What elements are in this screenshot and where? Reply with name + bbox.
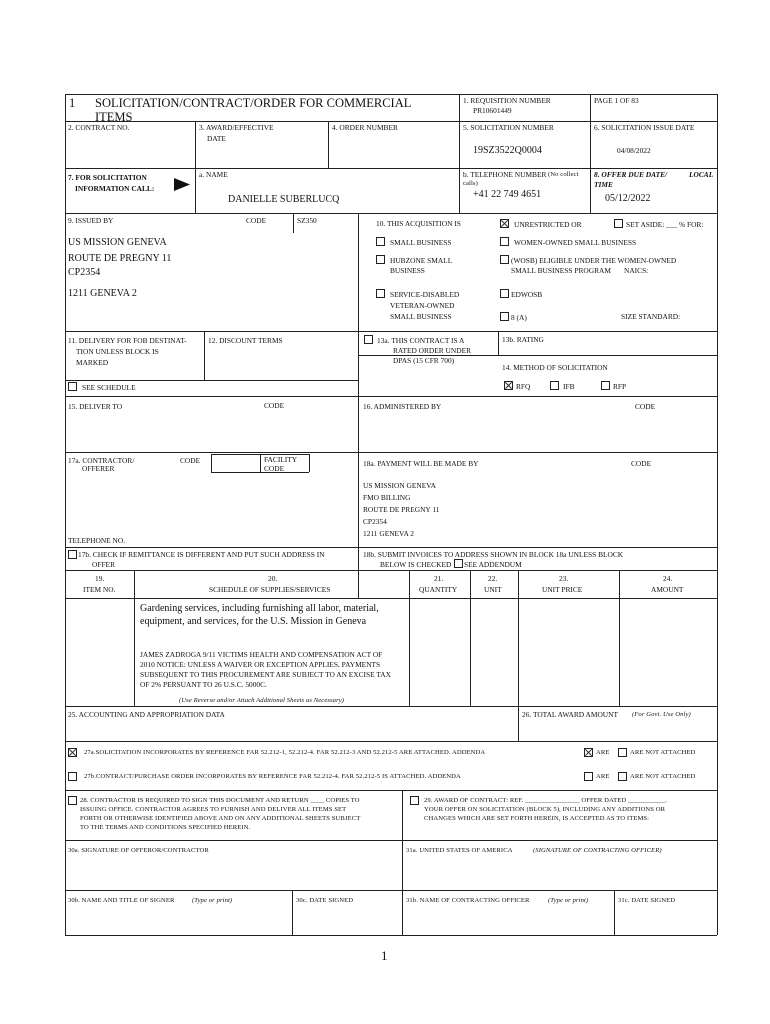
far-27b-are-not-checkbox[interactable] <box>618 772 627 781</box>
payment-line-2: FMO BILLING <box>363 493 411 502</box>
method-label: 14. METHOD OF SOLICITATION <box>502 363 608 372</box>
block-29-line-1: 29. AWARD OF CONTRACT: REF. ________________ OFFER DATED ___________. <box>424 797 668 804</box>
fob-label: 11. DELIVERY FOR FOB DESTINAT- <box>68 336 187 345</box>
rfp-label: RFP <box>613 382 627 391</box>
deliver-to-code-label: CODE <box>264 401 285 410</box>
issuer-line-3: CP2354 <box>68 267 101 278</box>
total-award-label: 26. TOTAL AWARD AMOUNT <box>522 710 618 719</box>
block-28-line-4: TO THE TERMS AND CONDITIONS SPECIFIED HEREIN. <box>80 824 251 831</box>
edwosb-label: EDWOSB <box>511 290 543 299</box>
far-27a-checkbox[interactable] <box>68 748 77 757</box>
sdvosb-label: SERVICE-DISABLED <box>390 290 460 299</box>
signer-name-label: 30b. NAME AND TITLE OF SIGNER <box>68 897 175 904</box>
issued-by-label: 9. ISSUED BY <box>68 216 114 225</box>
item-description-2: equipment, and services, for the U.S. Mission in Geneva <box>140 616 367 627</box>
accounting-label: 25. ACCOUNTING AND APPROPRIATION DATA <box>68 710 225 719</box>
far-27a-are-not-label: ARE NOT ATTACHED <box>630 749 696 756</box>
telephone-label-note: (No collect <box>548 171 579 178</box>
col-amount-num: 24. <box>663 574 673 583</box>
far-27b-are-label: ARE <box>596 773 610 780</box>
see-addendum-label: SEE ADDENDUM <box>464 560 522 569</box>
box-number: 1 <box>69 96 76 110</box>
col-amount: AMOUNT <box>651 585 684 594</box>
wosb-checkbox[interactable] <box>500 237 509 246</box>
discount-terms-label: 12. DISCOUNT TERMS <box>208 336 283 345</box>
contractor-code-label: CODE <box>180 456 201 465</box>
unrestricted-checkbox[interactable] <box>500 219 509 228</box>
item-description: Gardening services, including furnishing all labor, material, <box>140 603 379 614</box>
date-signed-31c-label: 31c. DATE SIGNED <box>618 897 676 904</box>
acquisition-label: 10. THIS ACQUISITION IS <box>376 219 461 228</box>
remittance-checkbox[interactable] <box>68 550 77 559</box>
remittance-label: 17b. CHECK IF REMITTANCE IS DIFFERENT AND PUT SUCH ADDRESS IN <box>78 550 325 559</box>
wosb-eligible-label: (WOSB) ELIGIBLE UNDER THE WOMEN-OWNED <box>511 256 677 265</box>
block-28-line-2: ISSUING OFFICE. CONTRACTOR AGREES TO FURNISH AND DELIVER ALL ITEMS SET <box>80 806 347 813</box>
eight-a-checkbox[interactable] <box>500 312 509 321</box>
wosb-eligible-label-2: SMALL BUSINESS PROGRAM <box>511 266 611 275</box>
for-solicitation-label: 7. FOR SOLICITATION <box>68 173 147 182</box>
zadroga-notice-3: SUBSEQUENT TO THIS PROCUREMENT ARE SUBJECT TO AN EXCISE TAX <box>140 670 391 679</box>
contractor-label: 17a. CONTRACTOR/ <box>68 456 135 465</box>
zadroga-notice-4: OF 2% PERSUANT TO 26 U.S.C. 5000C. <box>140 680 267 689</box>
hubzone-label: HUBZONE SMALL <box>390 256 453 265</box>
ifb-label: IFB <box>563 382 575 391</box>
col-schedule: SCHEDULE OF SUPPLIES/SERVICES <box>209 585 331 594</box>
fob-label-3: MARKED <box>76 358 109 367</box>
issuer-code[interactable]: SZ350 <box>297 216 317 225</box>
set-aside-checkbox[interactable] <box>614 219 623 228</box>
submit-invoices-label-2: BELOW IS CHECKED <box>380 560 452 569</box>
for-solicitation-label-2: INFORMATION CALL: <box>75 184 155 193</box>
sdvosb-label-2: VETERAN-OWNED <box>390 301 455 310</box>
see-addendum-checkbox[interactable] <box>454 559 463 568</box>
issuer-line-1: US MISSION GENEVA <box>68 237 167 248</box>
wosb-label: WOMEN-OWNED SMALL BUSINESS <box>514 238 637 247</box>
name-label: a. NAME <box>199 170 228 179</box>
form-title: SOLICITATION/CONTRACT/ORDER FOR COMMERCIAL <box>95 96 412 110</box>
issuer-code-label: CODE <box>246 216 267 225</box>
submit-invoices-label: 18b. SUBMIT INVOICES TO ADDRESS SHOWN IN BLOCK 18a UNLESS BLOCK <box>363 550 624 559</box>
rated-order-checkbox[interactable] <box>364 335 373 344</box>
block-28-line-3: FORTH OR OTHERWISE IDENTIFIED ABOVE AND ON ANY ADDITIONAL SHEETS SUBJECT <box>80 815 361 822</box>
form-title-cont: ITEMS <box>95 110 133 124</box>
size-standard-label: SIZE STANDARD: <box>621 312 681 321</box>
rfq-checkbox[interactable] <box>504 381 513 390</box>
deliver-to-label: 15. DELIVER TO <box>68 402 123 411</box>
offer-due-label-2: TIME <box>594 180 613 189</box>
col-item-no-num: 19. <box>95 574 105 583</box>
contracting-officer-name-label: 31b. NAME OF CONTRACTING OFFICER <box>406 897 530 904</box>
administered-code-label: CODE <box>635 402 656 411</box>
remittance-label-2: OFFER <box>92 560 116 569</box>
col-unit-price-num: 23. <box>559 574 569 583</box>
far-27a-are-not-checkbox[interactable] <box>618 748 627 757</box>
payment-code-label: CODE <box>631 459 652 468</box>
page-number: 1 <box>381 948 388 963</box>
reverse-note: (Use Reverse and/or Attach Additional Sheets as Necessary) <box>179 697 345 704</box>
total-award-note: (For Govt. Use Only) <box>632 711 691 718</box>
rfq-label: RFQ <box>516 382 531 391</box>
see-schedule-label: SEE SCHEDULE <box>82 383 136 392</box>
far-27b-are-checkbox[interactable] <box>584 772 593 781</box>
arrow-right-icon <box>174 178 190 191</box>
see-schedule-checkbox[interactable] <box>68 382 77 391</box>
offer-due-local: LOCAL <box>689 170 714 179</box>
far-27a-are-label: ARE <box>596 749 610 756</box>
payment-line-3: ROUTE DE PREGNY 11 <box>363 505 440 514</box>
date-signed-30c-label: 30c. DATE SIGNED <box>296 897 354 904</box>
requisition-number[interactable]: PR10601449 <box>473 106 512 115</box>
eight-a-label: 8 (A) <box>511 313 527 322</box>
block-29-line-2: YOUR OFFER ON SOLICITATION (BLOCK 5), INCLUDING ANY ADDITIONS OR <box>424 806 666 813</box>
wosb-eligible-checkbox[interactable] <box>500 255 509 264</box>
hubzone-label-2: BUSINESS <box>390 266 425 275</box>
payment-line-4: CP2354 <box>363 517 387 526</box>
solicitation-number[interactable]: 19SZ3522Q0004 <box>473 145 542 156</box>
signature-offeror-label: 30a. SIGNATURE OF OFFEROR/CONTRACTOR <box>68 847 209 854</box>
facility-label: FACILITY <box>264 455 298 464</box>
facility-label-2: CODE <box>264 464 285 473</box>
col-unit-price: UNIT PRICE <box>542 585 583 594</box>
offer-due-label: 8. OFFER DUE DATE/ <box>594 170 668 179</box>
solicitation-number-label: 5. SOLICITATION NUMBER <box>463 123 554 132</box>
contractor-label-2: OFFERER <box>82 464 115 473</box>
page-count: PAGE 1 OF 83 <box>594 96 639 105</box>
col-schedule-num: 20. <box>268 574 278 583</box>
issue-date-label: 6. SOLICITATION ISSUE DATE <box>594 123 695 132</box>
rating-label: 13b. RATING <box>502 335 544 344</box>
block-29-line-3: CHANGES WHICH ARE SET FORTH HEREIN, IS ACCEPTED AS TO ITEMS: <box>424 815 650 822</box>
contact-name[interactable]: DANIELLE SUBERLUCQ <box>228 194 340 205</box>
issuer-line-4: 1211 GENEVA 2 <box>68 288 137 299</box>
signer-name-note: (Type or print) <box>192 897 233 904</box>
far-27b-checkbox[interactable] <box>68 772 77 781</box>
telephone-label: b. TELEPHONE NUMBER <box>463 170 547 179</box>
small-business-checkbox[interactable] <box>376 237 385 246</box>
zadroga-notice-2: 2010 NOTICE: UNLESS A WAIVER OR EXCEPTION APPLIES, PAYMENTS <box>140 660 381 669</box>
offer-due-date[interactable]: 05/12/2022 <box>605 193 651 204</box>
far-27a-are-checkbox[interactable] <box>584 748 593 757</box>
sdvosb-label-3: SMALL BUSINESS <box>390 312 452 321</box>
rated-order-label-3: DPAS (15 CFR 700) <box>393 356 455 365</box>
signature-usa-label: 31a. UNITED STATES OF AMERICA <box>406 847 513 854</box>
payment-line-5: 1211 GENEVA 2 <box>363 529 414 538</box>
naics-label: NAICS: <box>624 266 649 275</box>
contracting-officer-name-note: (Type or print) <box>548 897 589 904</box>
award-date-label-2: DATE <box>207 134 226 143</box>
hubzone-checkbox[interactable] <box>376 255 385 264</box>
rated-order-label: 13a. THIS CONTRACT IS A <box>377 336 465 345</box>
telephone-number[interactable]: +41 22 749 4651 <box>473 189 542 200</box>
telephone-label-2: calls) <box>463 180 478 187</box>
order-number-label: 4. ORDER NUMBER <box>332 123 398 132</box>
telephone-no-label: TELEPHONE NO. <box>68 536 126 545</box>
sdvosb-checkbox[interactable] <box>376 289 385 298</box>
col-unit: UNIT <box>484 585 502 594</box>
col-item-no: ITEM NO. <box>83 585 116 594</box>
administered-by-label: 16. ADMINISTERED BY <box>363 402 442 411</box>
far-27b-label: 27b.CONTRACT/PURCHASE ORDER INCORPORATES BY REFERENCE FAR 52.212-4. FAR 52.212-5 IS ATTACHED. ADDENDA <box>84 773 461 780</box>
zadroga-notice-1: JAMES ZADROGA 9/11 VICTIMS HEALTH AND COMPENSATION ACT OF <box>140 650 383 659</box>
contractor-sign-checkbox[interactable] <box>68 796 77 805</box>
col-quantity-num: 21. <box>434 574 444 583</box>
col-quantity: QUANTITY <box>419 585 458 594</box>
payment-label: 18a. PAYMENT WILL BE MADE BY <box>363 459 479 468</box>
unrestricted-label: UNRESTRICTED OR <box>514 220 582 229</box>
award-date-label: 3. AWARD/EFFECTIVE <box>199 123 274 132</box>
contract-no-label: 2. CONTRACT NO. <box>68 123 130 132</box>
signature-officer-note: (SIGNATURE OF CONTRACTING OFFICER) <box>533 847 662 854</box>
ifb-checkbox[interactable] <box>550 381 559 390</box>
col-unit-num: 22. <box>488 574 498 583</box>
far-27a-label: 27a.SOLICITATION INCORPORATES BY REFERENCE FAR 52.212-1, 52.212-4. FAR 52.212-3 AND 52.212-5 ARE ATTACHED. ADDENDA <box>84 749 486 756</box>
issue-date[interactable]: 04/08/2022 <box>617 146 651 155</box>
small-business-label: SMALL BUSINESS <box>390 238 452 247</box>
edwosb-checkbox[interactable] <box>500 289 509 298</box>
set-aside-label: SET ASIDE: ___ % FOR: <box>626 220 704 229</box>
far-27b-are-not-label: ARE NOT ATTACHED <box>630 773 696 780</box>
payment-line-1: US MISSION GENEVA <box>363 481 436 490</box>
award-contract-checkbox[interactable] <box>410 796 419 805</box>
issuer-line-2: ROUTE DE PREGNY 11 <box>68 253 172 264</box>
requisition-label: 1. REQUISITION NUMBER <box>463 96 551 105</box>
rfp-checkbox[interactable] <box>601 381 610 390</box>
fob-label-2: TION UNLESS BLOCK IS <box>76 347 159 356</box>
block-28-line-1: 28. CONTRACTOR IS REQUIRED TO SIGN THIS DOCUMENT AND RETURN ____ COPIES TO <box>80 797 360 804</box>
rated-order-label-2: RATED ORDER UNDER <box>393 346 472 355</box>
